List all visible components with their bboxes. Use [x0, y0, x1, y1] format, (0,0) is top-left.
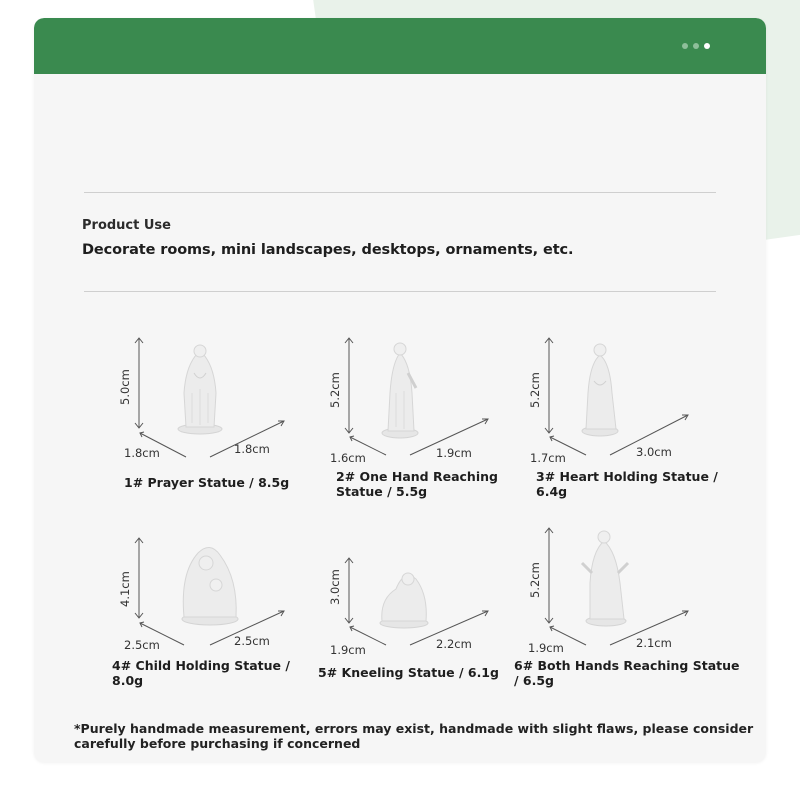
- carousel-dot-2[interactable]: [693, 43, 699, 49]
- statue-item-6: [514, 523, 740, 708]
- statue-item-2: [324, 333, 534, 518]
- width-label: 3.0cm: [636, 445, 672, 459]
- depth-label: 1.9cm: [330, 643, 366, 657]
- depth-label: 2.5cm: [124, 638, 160, 652]
- width-label: 2.5cm: [234, 634, 270, 648]
- width-label: 1.8cm: [234, 442, 270, 456]
- depth-label: 1.9cm: [528, 641, 564, 655]
- statue-caption: 1# Prayer Statue / 8.5g: [124, 475, 290, 490]
- statue-item-3: [524, 333, 734, 518]
- carousel-dot-3[interactable]: [704, 43, 710, 49]
- statue-caption: 4# Child Holding Statue / 8.0g: [112, 658, 290, 688]
- divider-bottom: [84, 291, 716, 292]
- statue-caption: 5# Kneeling Statue / 6.1g: [318, 665, 499, 680]
- statue-caption: 3# Heart Holding Statue / 6.4g: [536, 469, 718, 499]
- disclaimer-note: *Purely handmade measurement, errors may exist, handmade with slight flaws, please consider carefully before purchasing if concerned: [74, 721, 754, 751]
- height-label: 5.2cm: [528, 562, 542, 598]
- height-label: 3.0cm: [328, 569, 342, 605]
- depth-label: 1.8cm: [124, 446, 160, 460]
- product-use-label: Product Use: [82, 218, 171, 233]
- height-label: 5.2cm: [528, 372, 542, 408]
- product-use-text: Decorate rooms, mini landscapes, desktops, ornaments, etc.: [82, 242, 574, 258]
- width-label: 2.2cm: [436, 637, 472, 651]
- carousel-dot-1[interactable]: [682, 43, 688, 49]
- product-info-card: [34, 18, 766, 762]
- height-label: 5.2cm: [328, 372, 342, 408]
- carousel-indicator: [682, 43, 710, 49]
- kneeling-statue-icon: [324, 523, 534, 663]
- height-label: 4.1cm: [118, 571, 132, 607]
- depth-label: 1.7cm: [530, 451, 566, 465]
- width-label: 2.1cm: [636, 636, 672, 650]
- divider-top: [84, 192, 716, 193]
- statue-item-5: [318, 523, 534, 708]
- statue-item-4: [114, 523, 324, 708]
- width-label: 1.9cm: [436, 446, 472, 460]
- statue-caption: 6# Both Hands Reaching Statue / 6.5g: [514, 658, 740, 688]
- height-label: 5.0cm: [118, 369, 132, 405]
- depth-label: 1.6cm: [330, 451, 366, 465]
- statue-caption: 2# One Hand Reaching Statue / 5.5g: [336, 469, 498, 499]
- statue-item-1: [114, 333, 324, 518]
- header-banner: [34, 18, 766, 74]
